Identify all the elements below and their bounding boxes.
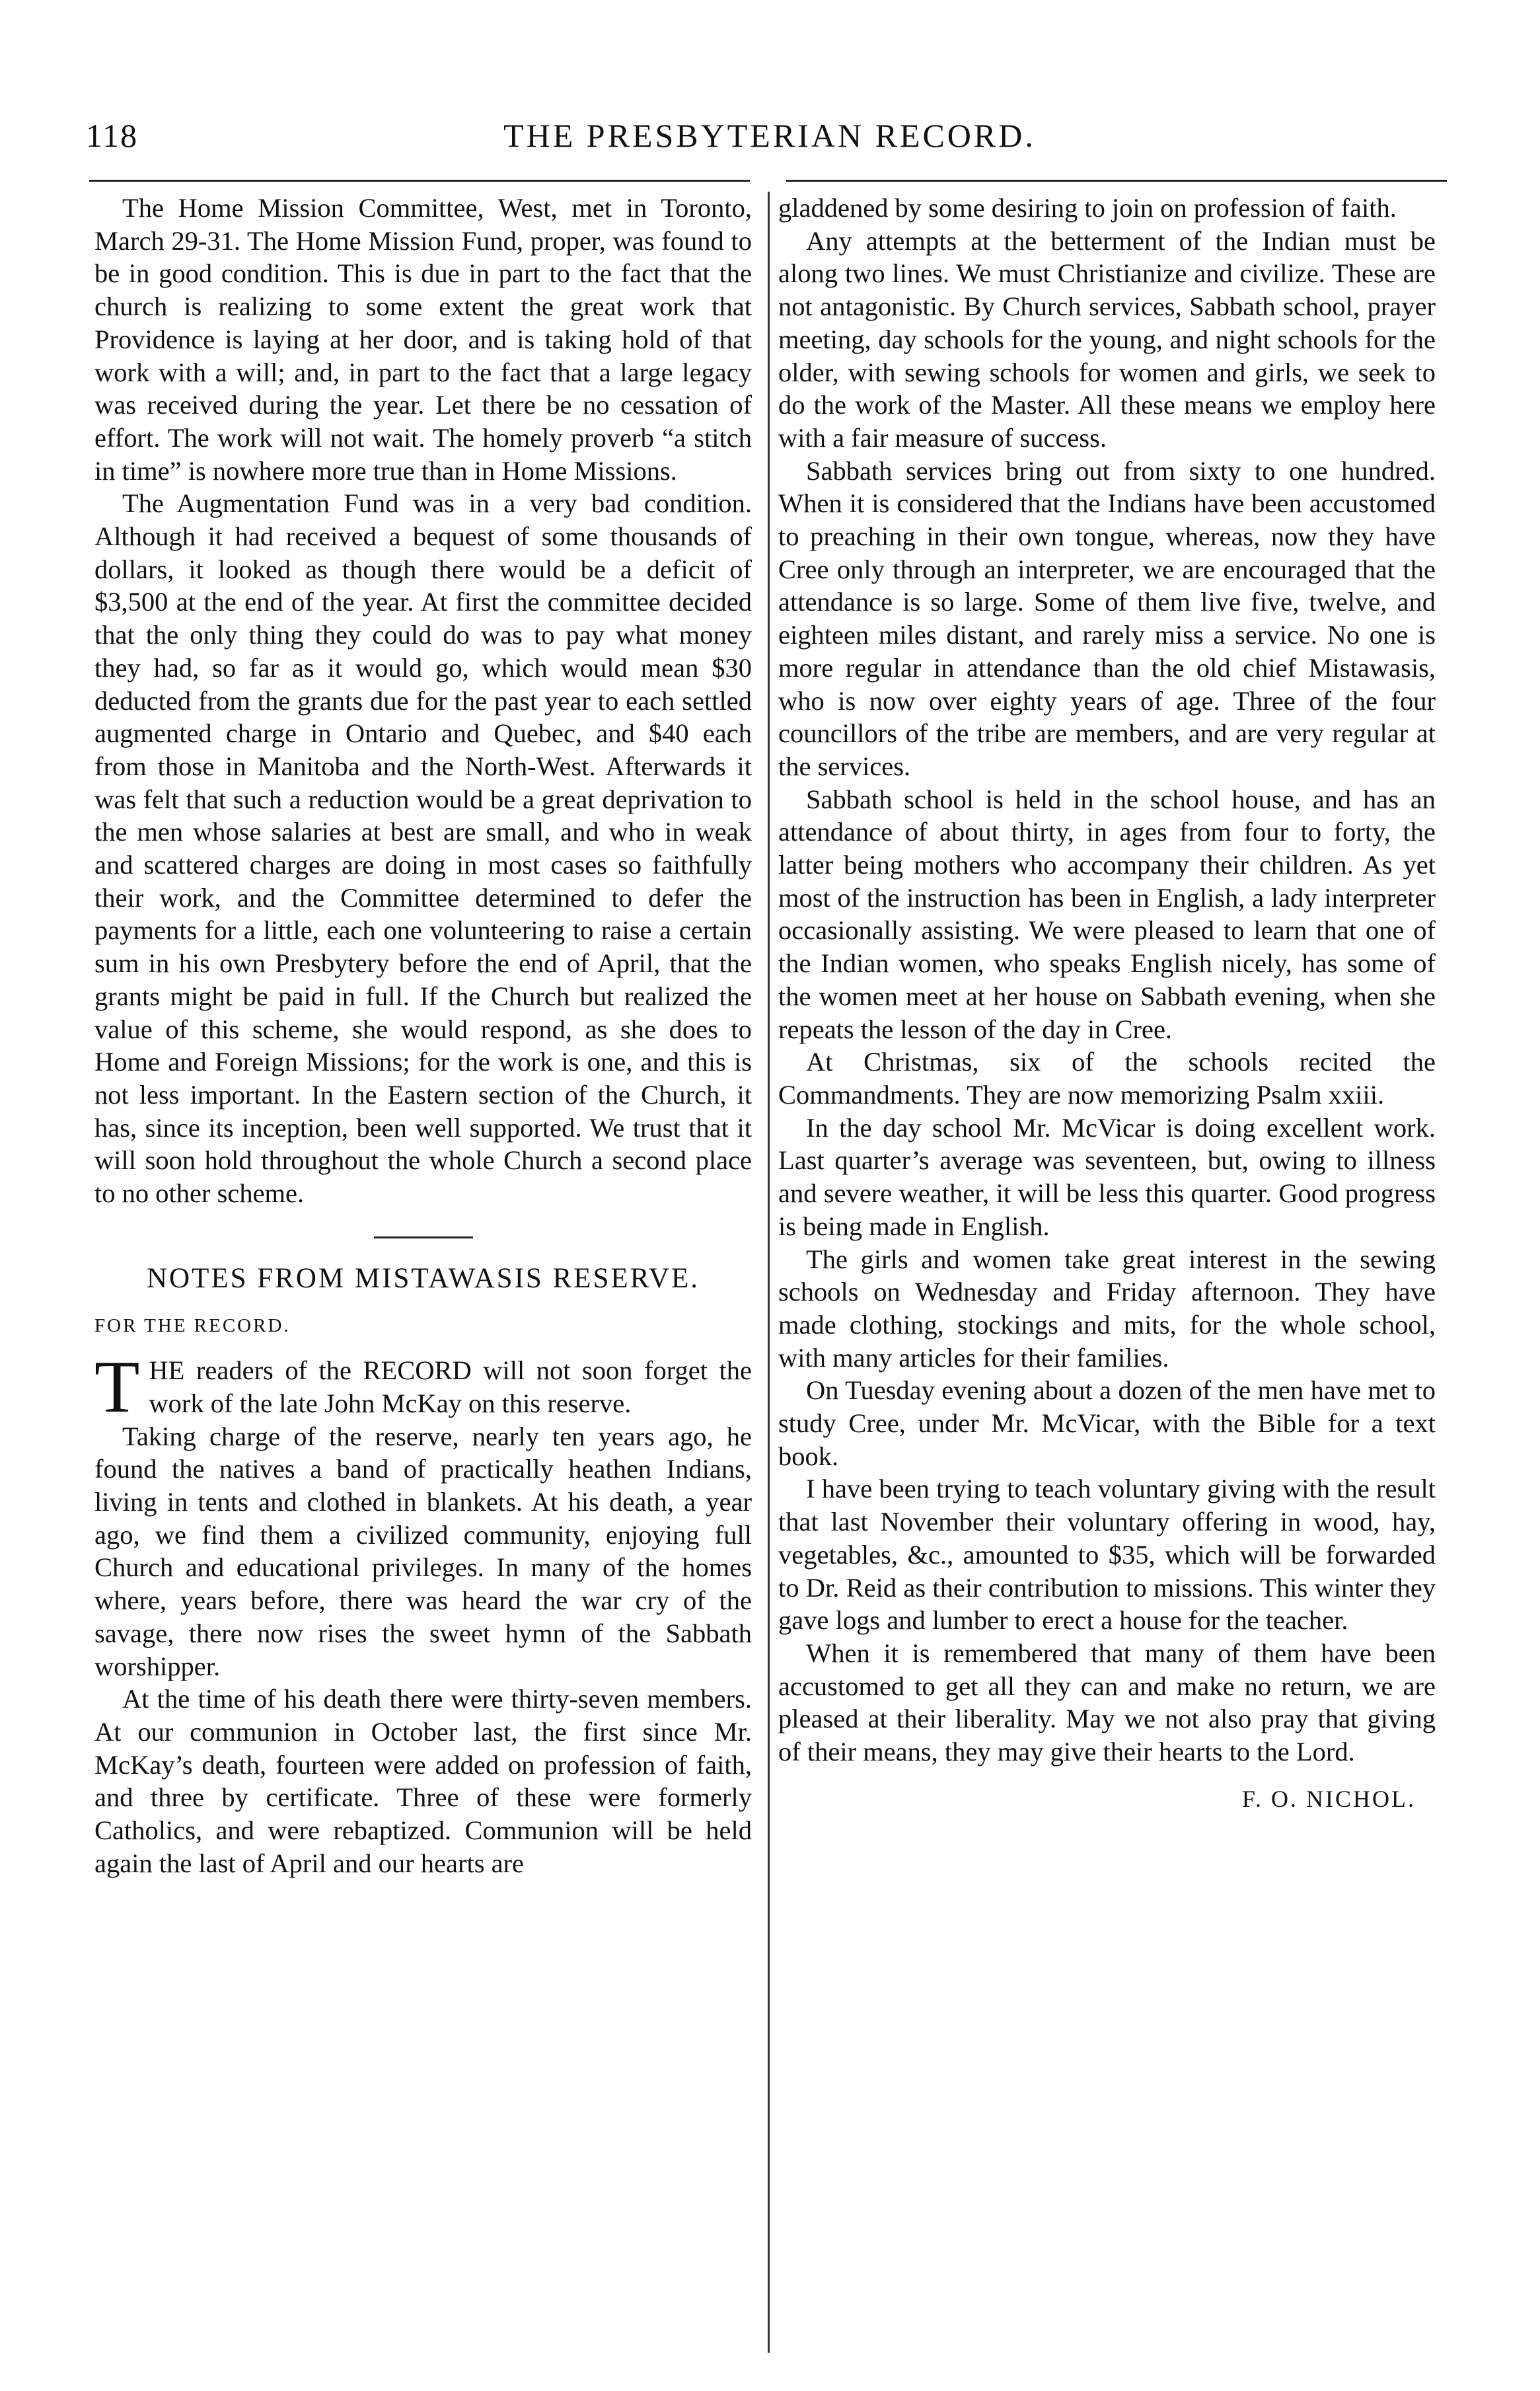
continued-paragraph: gladdened by some desiring to join on profession of faith.	[778, 193, 1397, 223]
article-paragraph: In the day school Mr. McVicar is doing excellent work. Last quarter’s average was seventeen, but, owing to illness and severe weather, it will be less this quarter. Good progress is being made in English.	[778, 1112, 1436, 1241]
article-paragraph: When it is remembered that many of them have been accustomed to get all they can and make no return, we are pleased at their liberality. May we not also pray that giving of their means, they may give their hearts to the Lord.	[778, 1638, 1436, 1767]
article-paragraph: Taking charge of the reserve, nearly ten years ago, he found the natives a band of practically heathen Indians, living in tents and clothed in blankets. At his death, a year ago, we find them a civilized community, enjoying full Church and educational privileges. In many of the homes where, years before, there was heard the war cry of the savage, there now rises the sweet hymn of the Sabbath worshipper.	[94, 1421, 752, 1681]
page-header	[79, 111, 1460, 159]
byline: FOR THE RECORD.	[94, 1314, 291, 1336]
article-paragraph: I have been trying to teach voluntary giving with the result that last November their voluntary offering in wood, hay, vegetables, &c., amounted to $35, which will be forwarded to Dr. Reid as their contribution to missions. This winter they gave logs and lumber to erect a house for the teacher.	[778, 1474, 1436, 1636]
header-rule-left	[89, 180, 750, 182]
article-paragraph: The Home Mission Committee, West, met in Toronto, March 29-31. The Home Mission Fund, proper, was found to be in good condition. This is due in part to the fact that the church is realizing to some extent the great work that Providence is laying at her door, and is taking hold of that work with a will; and, in part to the fact that a large legacy was received during the year. Let there be no cessation of effort. The work will not wait. The homely proverb “a stitch in time” is nowhere more true than in Home Missions.	[94, 193, 752, 486]
article-paragraph: Sabbath services bring out from sixty to one hundred. When it is considered that the Indians have been accustomed to preaching in their own tongue, whereas, now they have Cree only through an interpreter, we are encouraged that the attendance is so large. Some of them live five, twelve, and eighteen miles distant, and rarely miss a service. No one is more regular in attendance than the old chief Mistawasis, who is now over eighty years of age. Three of the four councillors of the tribe are members, and are very regular at the services.	[778, 455, 1436, 781]
article-paragraph: Any attempts at the betterment of the Indian must be along two lines. We must Christianize and civilize. These are not antagonistic. By Church services, Sabbath school, prayer meeting, day schools for the young, and night schools for the older, with sewing schools for women and girls, we seek to do the work of the Master. All these means we employ here with a fair measure of success.	[778, 225, 1436, 453]
section-divider	[374, 1236, 473, 1238]
article-paragraph: Sabbath school is held in the school house, and has an attendance of about thirty, in ages from four to forty, the latter being mothers who accompany their children. As yet most of the instruction has been in English, a lady interpreter occasionally assisting. We were pleased to learn that one of the Indian women, who speaks English nicely, has some of the women meet at her house on Sabbath evening, when she repeats the lesson of the day in Cree.	[778, 784, 1436, 1044]
header-rule-right	[786, 180, 1447, 182]
notes-first-paragraph-text: HE readers of the RECORD will not soon forget the work of the late John McKay on this reserve.	[149, 1355, 752, 1418]
journal-title: THE PRESBYTERIAN RECORD.	[503, 117, 1036, 154]
article-paragraph: At the time of his death there were thirty-seven members. At our communion in October last, the first since Mr. McKay’s death, fourteen were added on profession of faith, and three by certificate. Three of these were formerly Catholics, and were rebaptized. Communion will be held again the last of April and our hearts are	[94, 1684, 752, 1878]
article-paragraph: On Tuesday evening about a dozen of the men have met to study Cree, under Mr. McVicar, with the Bible for a text book.	[778, 1375, 1436, 1471]
article-paragraph: At Christmas, six of the schools recited the Commandments. They are now memorizing Psalm xxiii.	[778, 1047, 1436, 1110]
drop-cap: T	[94, 1346, 140, 1429]
author-signature: F. O. NICHOL.	[1241, 1785, 1416, 1812]
page-number: 118	[86, 117, 139, 154]
left-column	[94, 192, 752, 1879]
right-column	[778, 192, 1436, 1815]
section-heading: NOTES FROM MISTAWASIS RESERVE.	[146, 1262, 700, 1294]
notes-first-paragraph	[94, 1346, 752, 1429]
column-divider	[768, 192, 770, 2353]
article-paragraph: The girls and women take great interest in the sewing schools on Wednesday and Friday afternoon. They have made clothing, stockings and mits, for the whole school, with many articles for their families.	[778, 1244, 1436, 1373]
article-paragraph: The Augmentation Fund was in a very bad condition. Although it had received a bequest of some thousands of dollars, it looked as though there would be a deficit of $3,500 at the end of the year. At first the committee decided that the only thing they could do was to pay what money they had, so far as it would go, which would mean $30 deducted from the grants due for the past year to each settled augmented charge in Ontario and Quebec, and $40 each from those in Manitoba and the North-West. Afterwards it was felt that such a reduction would be a great deprivation to the men whose salaries at best are small, and who in weak and scattered charges are doing in most cases so faithfully their work, and the Committee determined to defer the payments for a little, each one volunteering to raise a certain sum in his own Presbytery before the end of April, that the grants might be paid in full. If the Church but realized the value of this scheme, she would respond, as she does to Home and Foreign Missions; for the work is one, and this is not less important. In the Eastern section of the Church, it has, since its inception, been well supported. We trust that it will soon hold throughout the whole Church a second place to no other scheme.	[94, 488, 752, 1209]
